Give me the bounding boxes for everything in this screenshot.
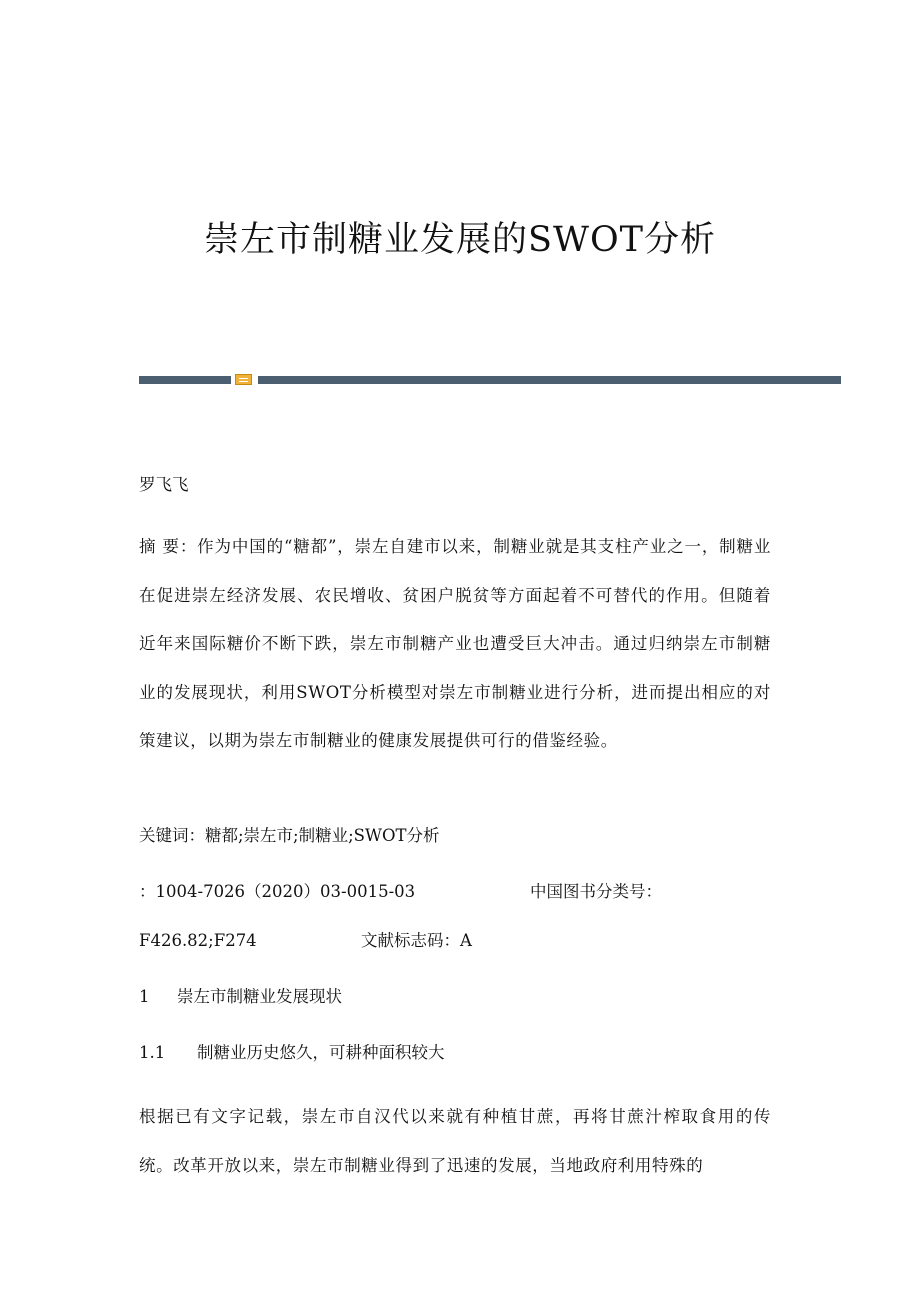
divider-left-segment [139, 376, 231, 384]
divider-right-segment [258, 376, 841, 384]
issn-line: ：1004-7026（2020）03-0015-03 [139, 882, 416, 901]
section-title: 崇左市制糖业发展现状 [177, 987, 342, 1006]
clc-label: 中国图书分类号： [530, 882, 662, 901]
keywords: 关键词：糖都;崇左市;制糖业;SWOT分析 [139, 826, 440, 845]
divider-ornament-icon [235, 374, 252, 385]
section-number: 1 [139, 987, 150, 1006]
document-title: 崇左市制糖业发展的SWOT分析 [204, 220, 716, 260]
author-name: 罗飞飞 [139, 475, 189, 494]
abstract: 摘 要：作为中国的“糖都”，崇左自建市以来，制糖业就是其支柱产业之一，制糖业在促进崇左经济发展、农民增收、贫困户脱贫等方面起着不可替代的作用。但随着近年来国际糖价不断下跌，崇左市制糖产业也遭受巨大冲击。通过归纳崇左市制糖业的发展现状，利用SWOT分析模型对崇左市制糖业进行分析，进而提出相应的对策建议，以期为崇左市制糖业的健康发展提供可行的借鉴经验。 [139, 537, 771, 750]
section-heading-1-1 [139, 1040, 445, 1066]
subsection-title: 制糖业历史悠久，可耕种面积较大 [197, 1043, 445, 1062]
title-divider [139, 374, 841, 386]
document-code: 文献标志码：A [361, 931, 472, 950]
body-paragraph: 根据已有文字记载，崇左市自汉代以来就有种植甘蔗，再将甘蔗汁榨取食用的传统。改革开放以来，崇左市制糖业得到了迅速的发展，当地政府利用特殊的 [139, 1107, 771, 1175]
section-heading-1 [139, 984, 342, 1010]
subsection-number: 1.1 [139, 1043, 166, 1062]
clc-value: F426.82;F274 [139, 931, 257, 950]
